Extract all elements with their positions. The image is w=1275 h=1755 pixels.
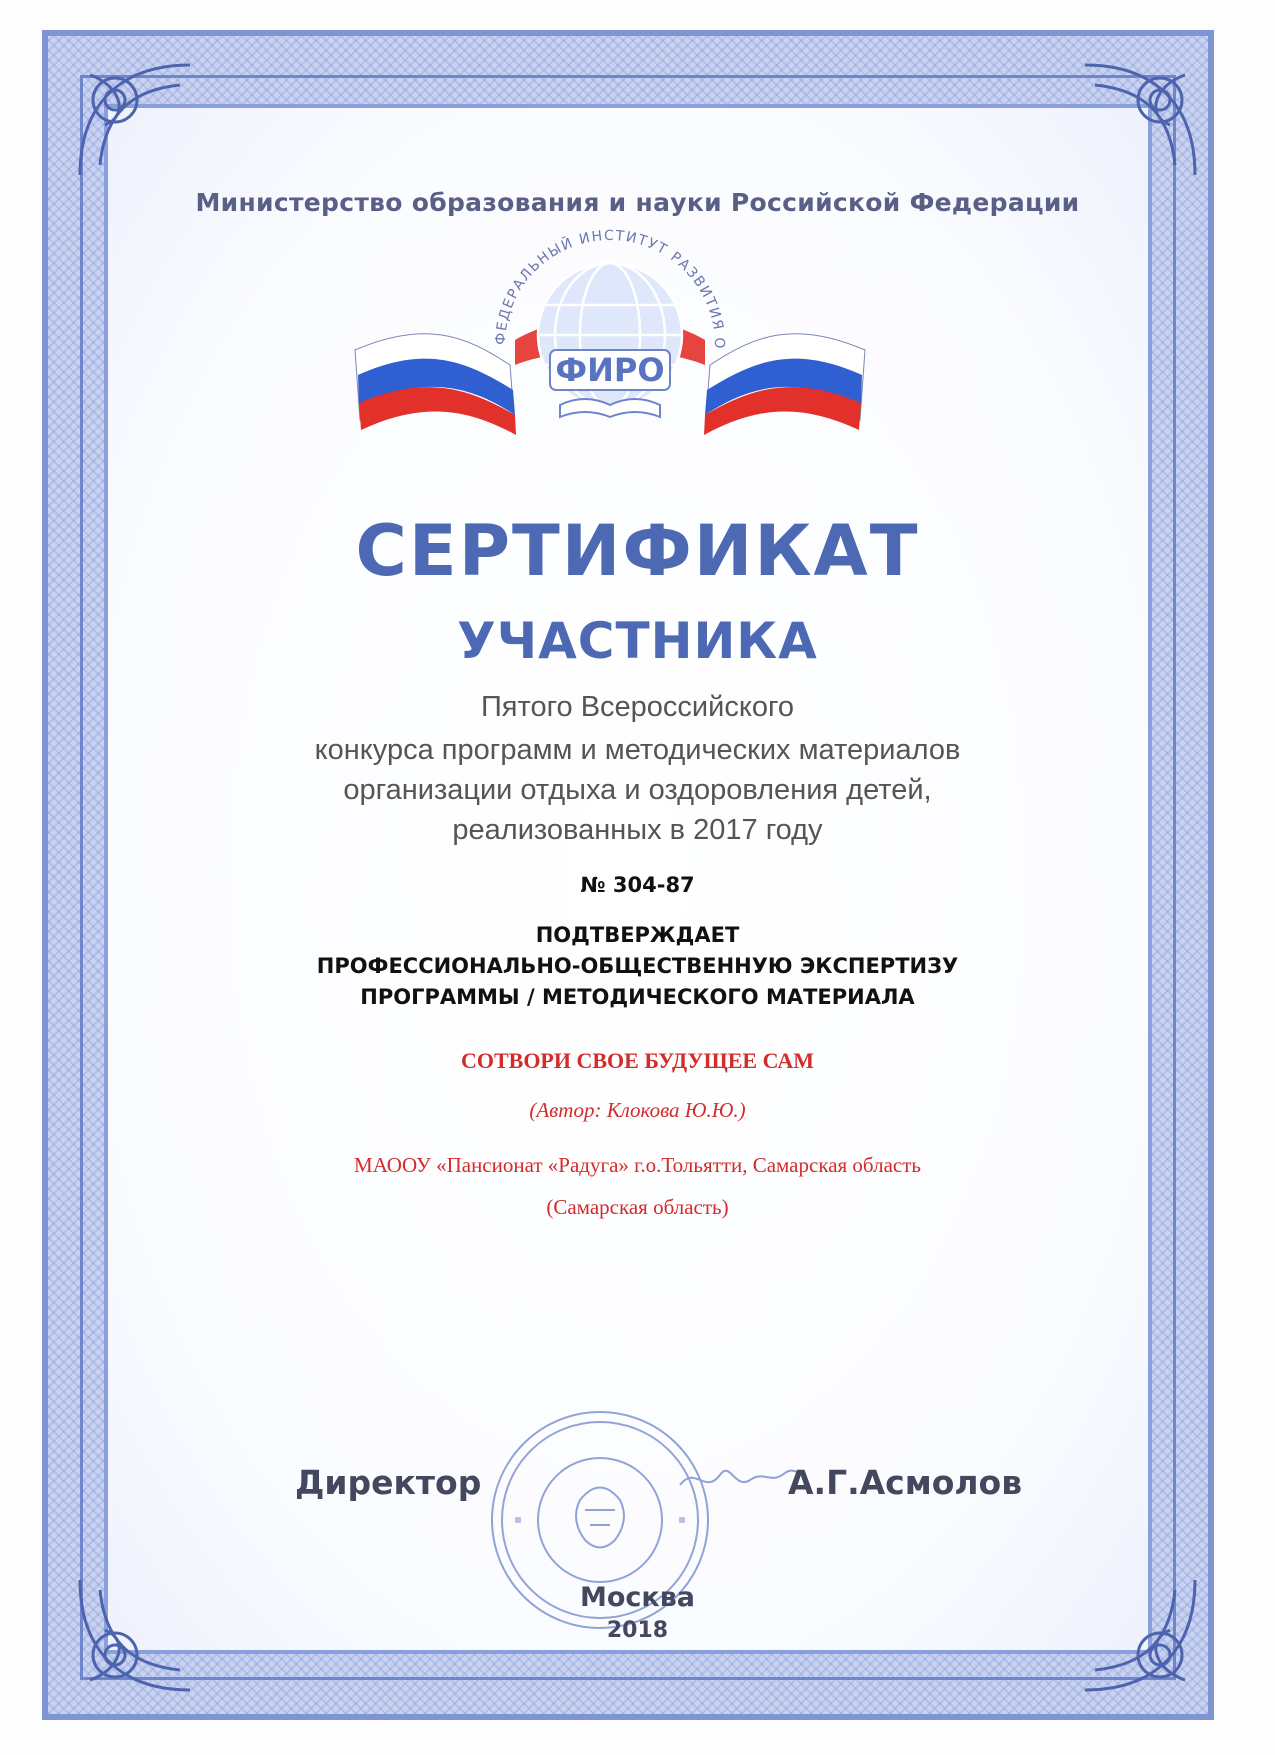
certificate-title: СЕРТИФИКАТ bbox=[355, 510, 920, 592]
director-name: А.Г.Асмолов bbox=[788, 1463, 1023, 1502]
confirm-line-3: ПРОГРАММЫ / МЕТОДИЧЕСКОГО МАТЕРИАЛА bbox=[360, 985, 915, 1009]
city: Москва bbox=[579, 1582, 696, 1613]
ministry-heading: Министерство образования и науки Российской Федерации bbox=[195, 188, 1080, 217]
certificate-number: № 304-87 bbox=[580, 873, 695, 897]
confirm-line-2: ПРОФЕССИОНАЛЬНО-ОБЩЕСТВЕННУЮ ЭКСПЕРТИЗУ bbox=[316, 954, 959, 978]
author-line: (Автор: Клокова Ю.Ю.) bbox=[529, 1098, 746, 1122]
organization-line: МАООУ «Пансионат «Радуга» г.о.Тольятти, Самарская область bbox=[354, 1153, 921, 1177]
year: 2018 bbox=[606, 1618, 669, 1643]
competition-line-2: конкурса программ и методических материалов bbox=[314, 734, 961, 766]
work-title: СОТВОРИ СВОЕ БУДУЩЕЕ САМ bbox=[460, 1048, 815, 1073]
competition-line-3: организации отдыха и оздоровления детей, bbox=[343, 774, 932, 806]
corner-ornament-top-left bbox=[60, 45, 210, 195]
competition-line-4: реализованных в 2017 году bbox=[452, 814, 823, 846]
logo-abbreviation: ФИРО bbox=[555, 351, 665, 389]
confirm-line-1: ПОДТВЕРЖДАЕТ bbox=[535, 923, 740, 947]
firo-logo bbox=[345, 225, 875, 465]
director-signature bbox=[675, 1455, 805, 1500]
logo-ring-text: ФЕДЕРАЛЬНЫЙ ИНСТИТУТ РАЗВИТИЯ О bbox=[492, 227, 728, 351]
region-line: (Самарская область) bbox=[546, 1195, 729, 1219]
competition-line-1: Пятого Всероссийского bbox=[480, 691, 795, 723]
certificate-subtitle: УЧАСТНИКА bbox=[457, 612, 818, 670]
director-label: Директор bbox=[295, 1463, 482, 1502]
corner-ornament-top-right bbox=[1065, 45, 1215, 195]
